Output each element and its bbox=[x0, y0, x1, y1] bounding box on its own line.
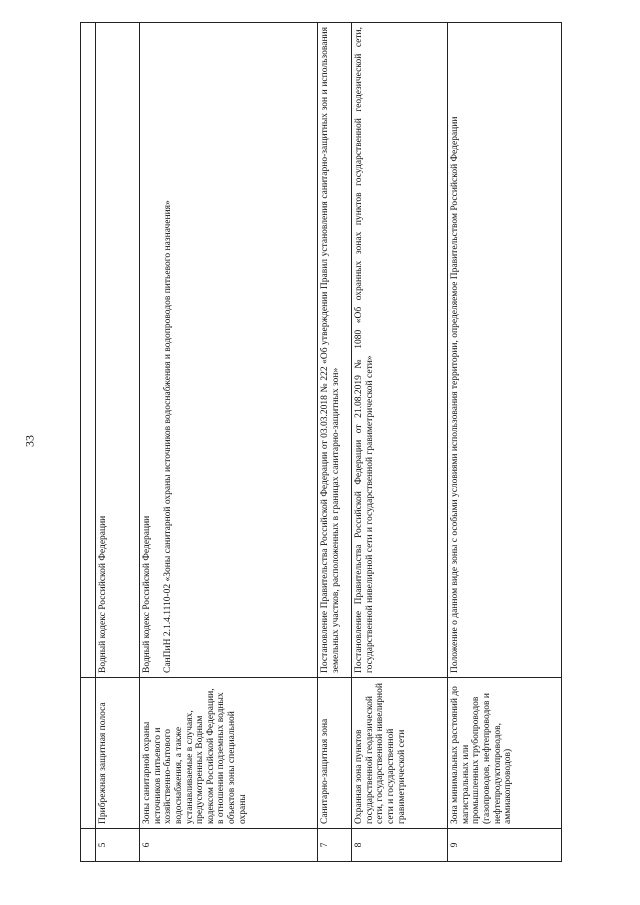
legal-basis-text: Водный кодекс Российской Федерации bbox=[98, 515, 108, 673]
table-header-row bbox=[81, 23, 96, 862]
table-cell-empty bbox=[81, 829, 96, 862]
row-number: 8 bbox=[352, 829, 448, 862]
row-number: 5 bbox=[96, 829, 140, 862]
table-row bbox=[318, 23, 352, 862]
zone-name: Охранная зона пунктов государственной геодезической сети, государственной нивелирной сети и государственной гравиметрической сети bbox=[352, 678, 448, 829]
zones-table-container bbox=[80, 22, 562, 862]
legal-basis bbox=[352, 23, 448, 678]
table-cell-empty bbox=[81, 23, 96, 678]
table-row bbox=[352, 23, 448, 862]
legal-basis bbox=[140, 23, 318, 678]
table-row bbox=[96, 23, 140, 862]
zones-table bbox=[80, 22, 562, 862]
zone-name: Зона минимальных расстояний до магистральных или промышленных трубопроводов (газопроводов, нефтепроводов и нефтепродуктопроводов, аммиакопроводов) bbox=[448, 678, 562, 829]
row-number: 6 bbox=[140, 829, 318, 862]
legal-basis bbox=[318, 23, 352, 678]
row-number: 9 bbox=[448, 829, 562, 862]
legal-basis bbox=[96, 23, 140, 678]
zone-name: Прибрежная защитная полоса bbox=[96, 678, 140, 829]
table-cell-empty bbox=[81, 678, 96, 829]
legal-basis bbox=[448, 23, 562, 678]
legal-basis-text: Постановление Правительства Российской Федерации от 03.03.2018 № 222 «Об утверждении Правил установления санитарно-защитных зон и использования земельных участков, расположенных в границах санитарно-защитных зон» bbox=[320, 27, 341, 673]
page-number: 33 bbox=[22, 435, 37, 447]
legal-basis-text: СанПиН 2.1.4.1110-02 «Зоны санитарной охраны источников водоснабжения и водопроводов питьевого назначения» bbox=[162, 200, 173, 673]
table-row bbox=[140, 23, 318, 862]
zone-name: Санитарно-защитная зона bbox=[318, 678, 352, 829]
zone-name: Зоны санитарной охраны источников питьевого и хозяйственно-бытового водоснабжения, а также устанавливаемые в случаях, предусмотренных Водным кодексом Российской Федерации, в отношении подземных водных объектов зоны специальной охраны bbox=[140, 678, 318, 829]
row-number: 7 bbox=[318, 829, 352, 862]
legal-basis-text: Постановление Правительства Российской Федерации от 21.08.2019 № 1080 «Об охранных зонах пунктов государственной геодезической сети, государственной нивелирной сети и государственной гравиметрической сети» bbox=[354, 27, 375, 673]
legal-basis-text: Положение о данном виде зоны с особыми условиями использования территории, определяемое Правительством Российской Федерации bbox=[450, 116, 460, 673]
legal-basis-text: Водный кодекс Российской Федерации bbox=[142, 515, 152, 673]
table-row bbox=[448, 23, 562, 862]
